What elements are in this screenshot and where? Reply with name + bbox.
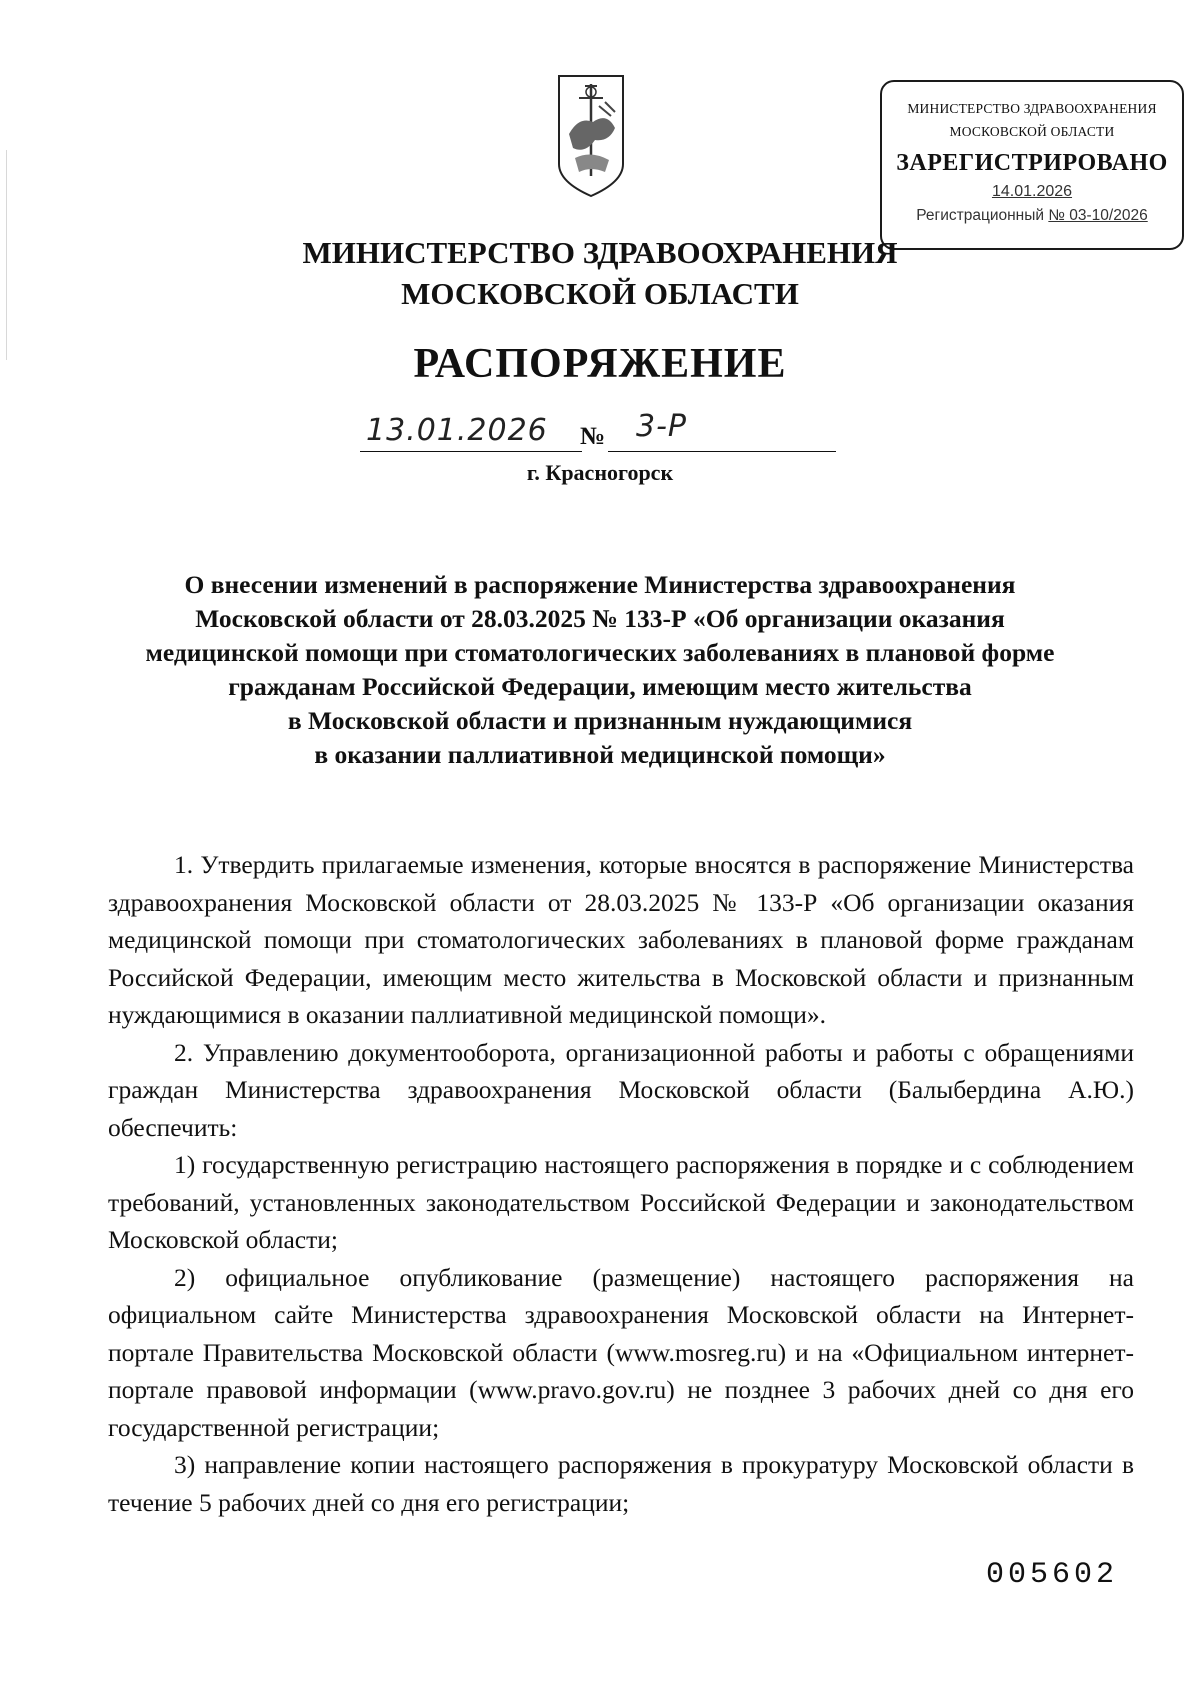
ministry-line2: МОСКОВСКОЙ ОБЛАСТИ [401, 276, 799, 311]
paragraph-2: 2. Управлению документооборота, организационной работы и работы с обращениями граждан Министерства здравоохранения Московской области (Балыбердина А.Ю.) обеспечить: [108, 1037, 1134, 1142]
date-number-line [358, 409, 838, 455]
ministry-name [0, 232, 1200, 314]
handwritten-number: 3-Р [636, 409, 688, 444]
paragraph-2-2: 2) официальное опубликование (размещение) настоящего распоряжения на официальном сайте Министерства здравоохранения Московской области на Интернет-портале Правительства Московской области (www.mosreg.ru) и на «Официальном интернет-портале правовой информации (www.pravo.gov.ru) не позднее 3 рабочих дней со дня его государственной регистрации; [108, 1262, 1134, 1442]
number-underline [608, 451, 836, 452]
stamp-org-line1: МИНИСТЕРСТВО ЗДРАВООХРАНЕНИЯ [907, 101, 1157, 116]
document-title [100, 568, 1100, 772]
document-body [108, 846, 1134, 1521]
paragraph-2-3: 3) направление копии настоящего распоряжения в прокуратуру Московской области в течение 5 рабочих дней со дня его регистрации; [108, 1450, 1134, 1517]
moscow-oblast-coat-of-arms-icon [555, 72, 627, 200]
paragraph-1: 1. Утвердить прилагаемые изменения, которые вносятся в распоряжение Министерства здравоохранения Московской области от 28.03.2025 № 133-Р «Об организации оказания медицинской помощи при стоматологических заболеваниях в плановой форме гражданам Российской Федерации, имеющим место жительства в Московской области и признанным нуждающимися в оказании паллиативной медицинской помощи». [108, 850, 1134, 1029]
paragraph-2-1: 1) государственную регистрацию настоящего распоряжения в порядке и с соблюдением требований, установленных законодательством Российской Федерации и законодательством Московской области; [108, 1150, 1134, 1254]
registration-stamp [880, 80, 1184, 250]
document-type: РАСПОРЯЖЕНИЕ [413, 341, 787, 387]
stamp-status: ЗАРЕГИСТРИРОВАНО [896, 150, 1168, 176]
stamp-org-line2: МОСКОВСКОЙ ОБЛАСТИ [949, 124, 1115, 139]
title-line1: О внесении изменений в распоряжение Министерства здравоохранения [184, 570, 1016, 599]
document-serial-number: 005602 [986, 1558, 1119, 1592]
title-line5: в Московской области и признанным нуждающимися [287, 706, 913, 735]
stamp-date: 14.01.2026 [991, 183, 1073, 200]
city: г. Красногорск [526, 460, 674, 485]
date-underline [360, 451, 582, 452]
title-line6: в оказании паллиативной медицинской помощи» [314, 740, 886, 769]
title-line3: медицинской помощи при стоматологических заболеваниях в плановой форме [145, 638, 1055, 667]
title-line4: гражданам Российской Федерации, имеющим место жительства [228, 672, 972, 701]
stamp-registration [882, 207, 1182, 225]
handwritten-date: 13.01.2026 [366, 413, 548, 448]
title-line2: Московской области от 28.03.2025 № 133-Р «Об организации оказания [195, 604, 1005, 633]
ministry-line1: МИНИСТЕРСТВО ЗДРАВООХРАНЕНИЯ [302, 235, 898, 270]
number-sign: № [580, 423, 606, 450]
stamp-reg-label: Регистрационный [916, 207, 1045, 224]
stamp-reg-number: № 03-10/2026 [1048, 207, 1148, 224]
